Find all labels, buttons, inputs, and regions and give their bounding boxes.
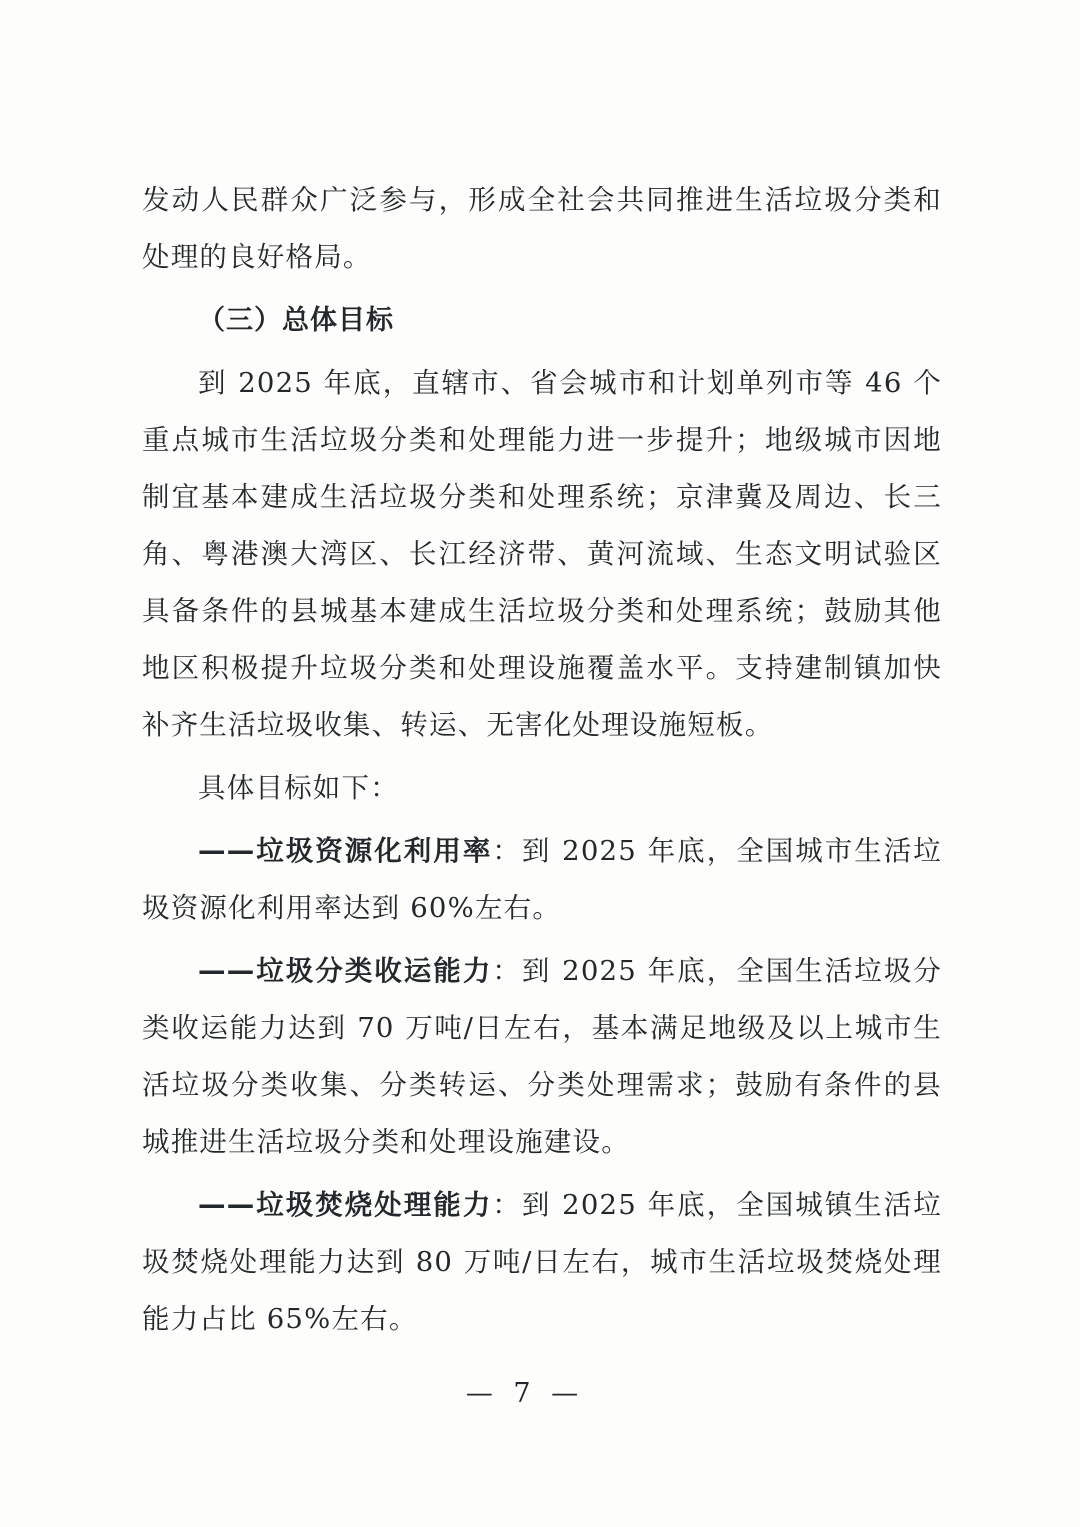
- paragraph-goal-collection-capacity: [142, 943, 942, 1171]
- paragraph-continuation: 发动人民群众广泛参与，形成全社会共同推进生活垃圾分类和处理的良好格局。: [142, 184, 942, 273]
- page-content: [142, 172, 942, 1354]
- goal-label-incineration-capacity: ——垃圾焚烧处理能力: [198, 1189, 493, 1221]
- goal-text-collection-capacity: ：到 2025 年底，全国生活垃圾分类收运能力达到 70 万吨/日左右，基本满足地级及以上城市生活垃圾分类收集、分类转运、分类处理需求；鼓励有条件的县城推进生活垃圾分类和处理设施建设。: [142, 955, 943, 1158]
- page-footer: [0, 1378, 1080, 1409]
- goal-label-resource-rate: ——垃圾资源化利用率: [198, 835, 493, 867]
- paragraph-specific-goals-lead: 具体目标如下：: [198, 772, 399, 804]
- goal-text-incineration-capacity: ：到 2025 年底，全国城镇生活垃圾焚烧处理能力达到 80 万吨/日左右，城市生活垃圾焚烧处理能力占比 65%左右。: [142, 1189, 943, 1335]
- page-number: — 7 —: [465, 1378, 585, 1409]
- paragraph-goal-incineration-capacity: [142, 1177, 942, 1348]
- paragraph-goal-resource-rate: [142, 823, 942, 937]
- heading-overall-goal: （三）总体目标: [198, 305, 394, 336]
- paragraph-overall-goal-body: 到 2025 年底，直辖市、省会城市和计划单列市等 46 个重点城市生活垃圾分类和处理能力进一步提升；地级城市因地制宜基本建成生活垃圾分类和处理系统；京津冀及周边、长三角、粤港澳大湾区、长江经济带、黄河流域、生态文明试验区具备条件的县城基本建成生活垃圾分类和处理系统；鼓励其他地区积极提升垃圾分类和处理设施覆盖水平。支持建制镇加快补齐生活垃圾收集、转运、无害化处理设施短板。: [142, 367, 942, 741]
- goal-text-resource-rate: ：到 2025 年底，全国城市生活垃圾资源化利用率达到 60%左右。: [142, 835, 943, 924]
- goal-label-collection-capacity: ——垃圾分类收运能力: [198, 955, 493, 987]
